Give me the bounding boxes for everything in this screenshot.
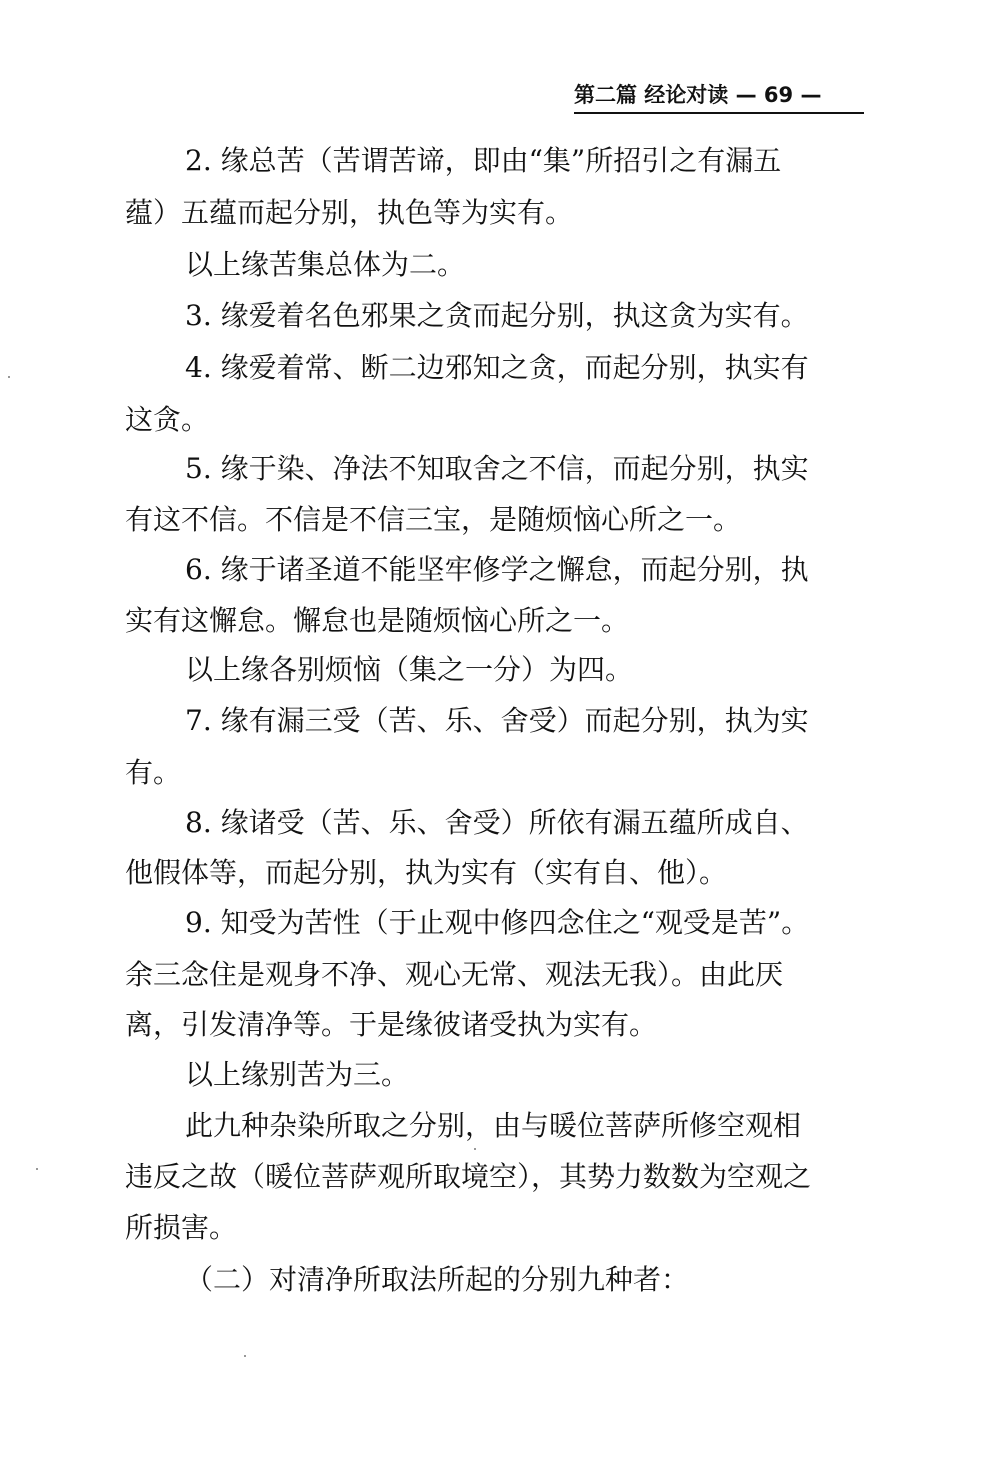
paragraph-line: 蕴）五蕴而起分别，执色等为实有。 xyxy=(125,196,574,229)
paragraph-line: 余三念住是观身不净、观心无常、观法无我）。由此厌 xyxy=(125,958,784,991)
scan-speck xyxy=(474,1148,476,1150)
scan-speck xyxy=(244,1355,246,1357)
header-rule xyxy=(574,112,864,114)
paragraph-line: 所损害。 xyxy=(125,1211,238,1244)
paragraph-line: 这贪。 xyxy=(125,403,210,436)
paragraph-line: 9. 知受为苦性（于止观中修四念住之“观受是苦”。 xyxy=(185,906,810,939)
paragraph-line: 离，引发清净等。于是缘彼诸受执为实有。 xyxy=(125,1008,658,1041)
paragraph-line: 7. 缘有漏三受（苦、乐、舍受）而起分别，执为实 xyxy=(185,704,809,737)
paragraph-line: 8. 缘诸受（苦、乐、舍受）所依有漏五蕴所成自、 xyxy=(185,806,809,839)
paragraph-line: 4. 缘爱着常、断二边邪知之贪，而起分别，执实有 xyxy=(185,351,809,384)
paragraph-line: 以上缘别苦为三。 xyxy=(185,1058,410,1091)
paragraph-line: 他假体等，而起分别，执为实有（实有自、他）。 xyxy=(125,856,728,889)
paragraph-line: 实有这懈怠。懈怠也是随烦恼心所之一。 xyxy=(125,604,630,637)
paragraph-line: 以上缘苦集总体为二。 xyxy=(185,248,466,281)
paragraph-line: 以上缘各别烦恼（集之一分）为四。 xyxy=(185,653,634,686)
paragraph-line: （二）对清净所取法所起的分别九种者： xyxy=(185,1263,690,1296)
paragraph-line: 有。 xyxy=(125,756,182,789)
paragraph-line: 此九种杂染所取之分别，由与暖位菩萨所修空观相 xyxy=(185,1109,802,1142)
scan-speck xyxy=(36,1168,38,1170)
paragraph-line: 3. 缘爱着名色邪果之贪而起分别，执这贪为实有。 xyxy=(185,299,809,332)
paragraph-line: 违反之故（暖位菩萨观所取境空），其势力数数为空观之 xyxy=(125,1160,812,1193)
paragraph-line: 2. 缘总苦（苦谓苦谛，即由“集”所招引之有漏五 xyxy=(185,144,782,177)
paragraph-line: 5. 缘于染、净法不知取舍之不信，而起分别，执实 xyxy=(185,452,809,485)
scan-speck xyxy=(8,376,10,378)
paragraph-line: 有这不信。不信是不信三宝，是随烦恼心所之一。 xyxy=(125,503,742,536)
running-header: 第二篇 经论对读 — 69 — xyxy=(574,83,822,107)
paragraph-line: 6. 缘于诸圣道不能坚牢修学之懈怠，而起分别，执 xyxy=(185,553,809,586)
